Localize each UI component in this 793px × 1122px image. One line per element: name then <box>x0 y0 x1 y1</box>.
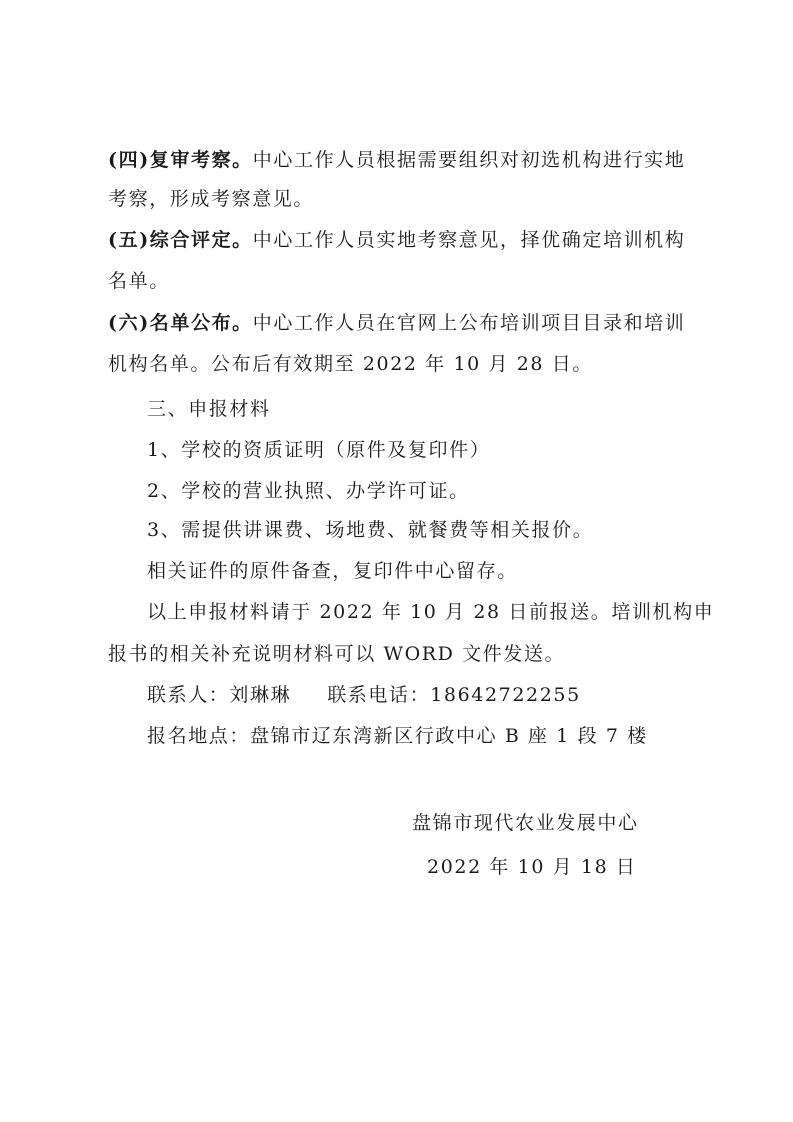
signature-date: 2022 年 10 月 18 日 <box>427 856 637 878</box>
section-6-heading: (六)名单公布。 <box>108 312 253 334</box>
materials-title: 三、申报材料 <box>147 398 271 420</box>
contact-line <box>147 686 747 705</box>
contact-address: 报名地点：盘锦市辽东湾新区行政中心 B 座 1 段 7 楼 <box>147 725 648 747</box>
section-6-text-2: 机构名单。公布后有效期至 2022 年 10 月 28 日。 <box>108 353 593 375</box>
materials-note: 相关证件的原件备查，复印件中心留存。 <box>147 560 518 582</box>
contact-phone: 联系电话：18642722255 <box>327 684 581 706</box>
section-5-line-1 <box>108 231 708 250</box>
deadline-line-2: 报书的相关补充说明材料可以 WORD 文件发送。 <box>108 643 566 665</box>
section-5-text-1: 中心工作人员实地考察意见，择优确定培训机构 <box>252 229 686 251</box>
deadline-line-1: 以上申报材料请于 2022 年 10 月 28 日前报送。培训机构申 <box>147 601 715 623</box>
section-4-text-1: 中心工作人员根据需要组织对初选机构进行实地 <box>252 149 686 171</box>
signature-org: 盘锦市现代农业发展中心 <box>412 812 639 834</box>
section-6-text-1: 中心工作人员在官网上公布培训项目目录和培训 <box>252 312 686 334</box>
materials-item-3: 3、需提供讲课费、场地费、就餐费等相关报价。 <box>147 519 594 541</box>
section-4-heading: (四)复审考察。 <box>108 149 253 171</box>
materials-item-1: 1、学校的资质证明（原件及复印件） <box>147 439 491 461</box>
contact-person: 联系人：刘琳琳 <box>147 684 292 706</box>
section-4-text-2: 考察，形成考察意见。 <box>108 188 315 210</box>
section-5-heading: (五)综合评定。 <box>108 229 253 251</box>
section-6-line-1 <box>108 314 708 333</box>
section-4-line-1 <box>108 151 708 170</box>
materials-item-2: 2、学校的营业执照、办学许可证。 <box>147 480 470 502</box>
section-5-text-2: 名单。 <box>108 270 170 292</box>
